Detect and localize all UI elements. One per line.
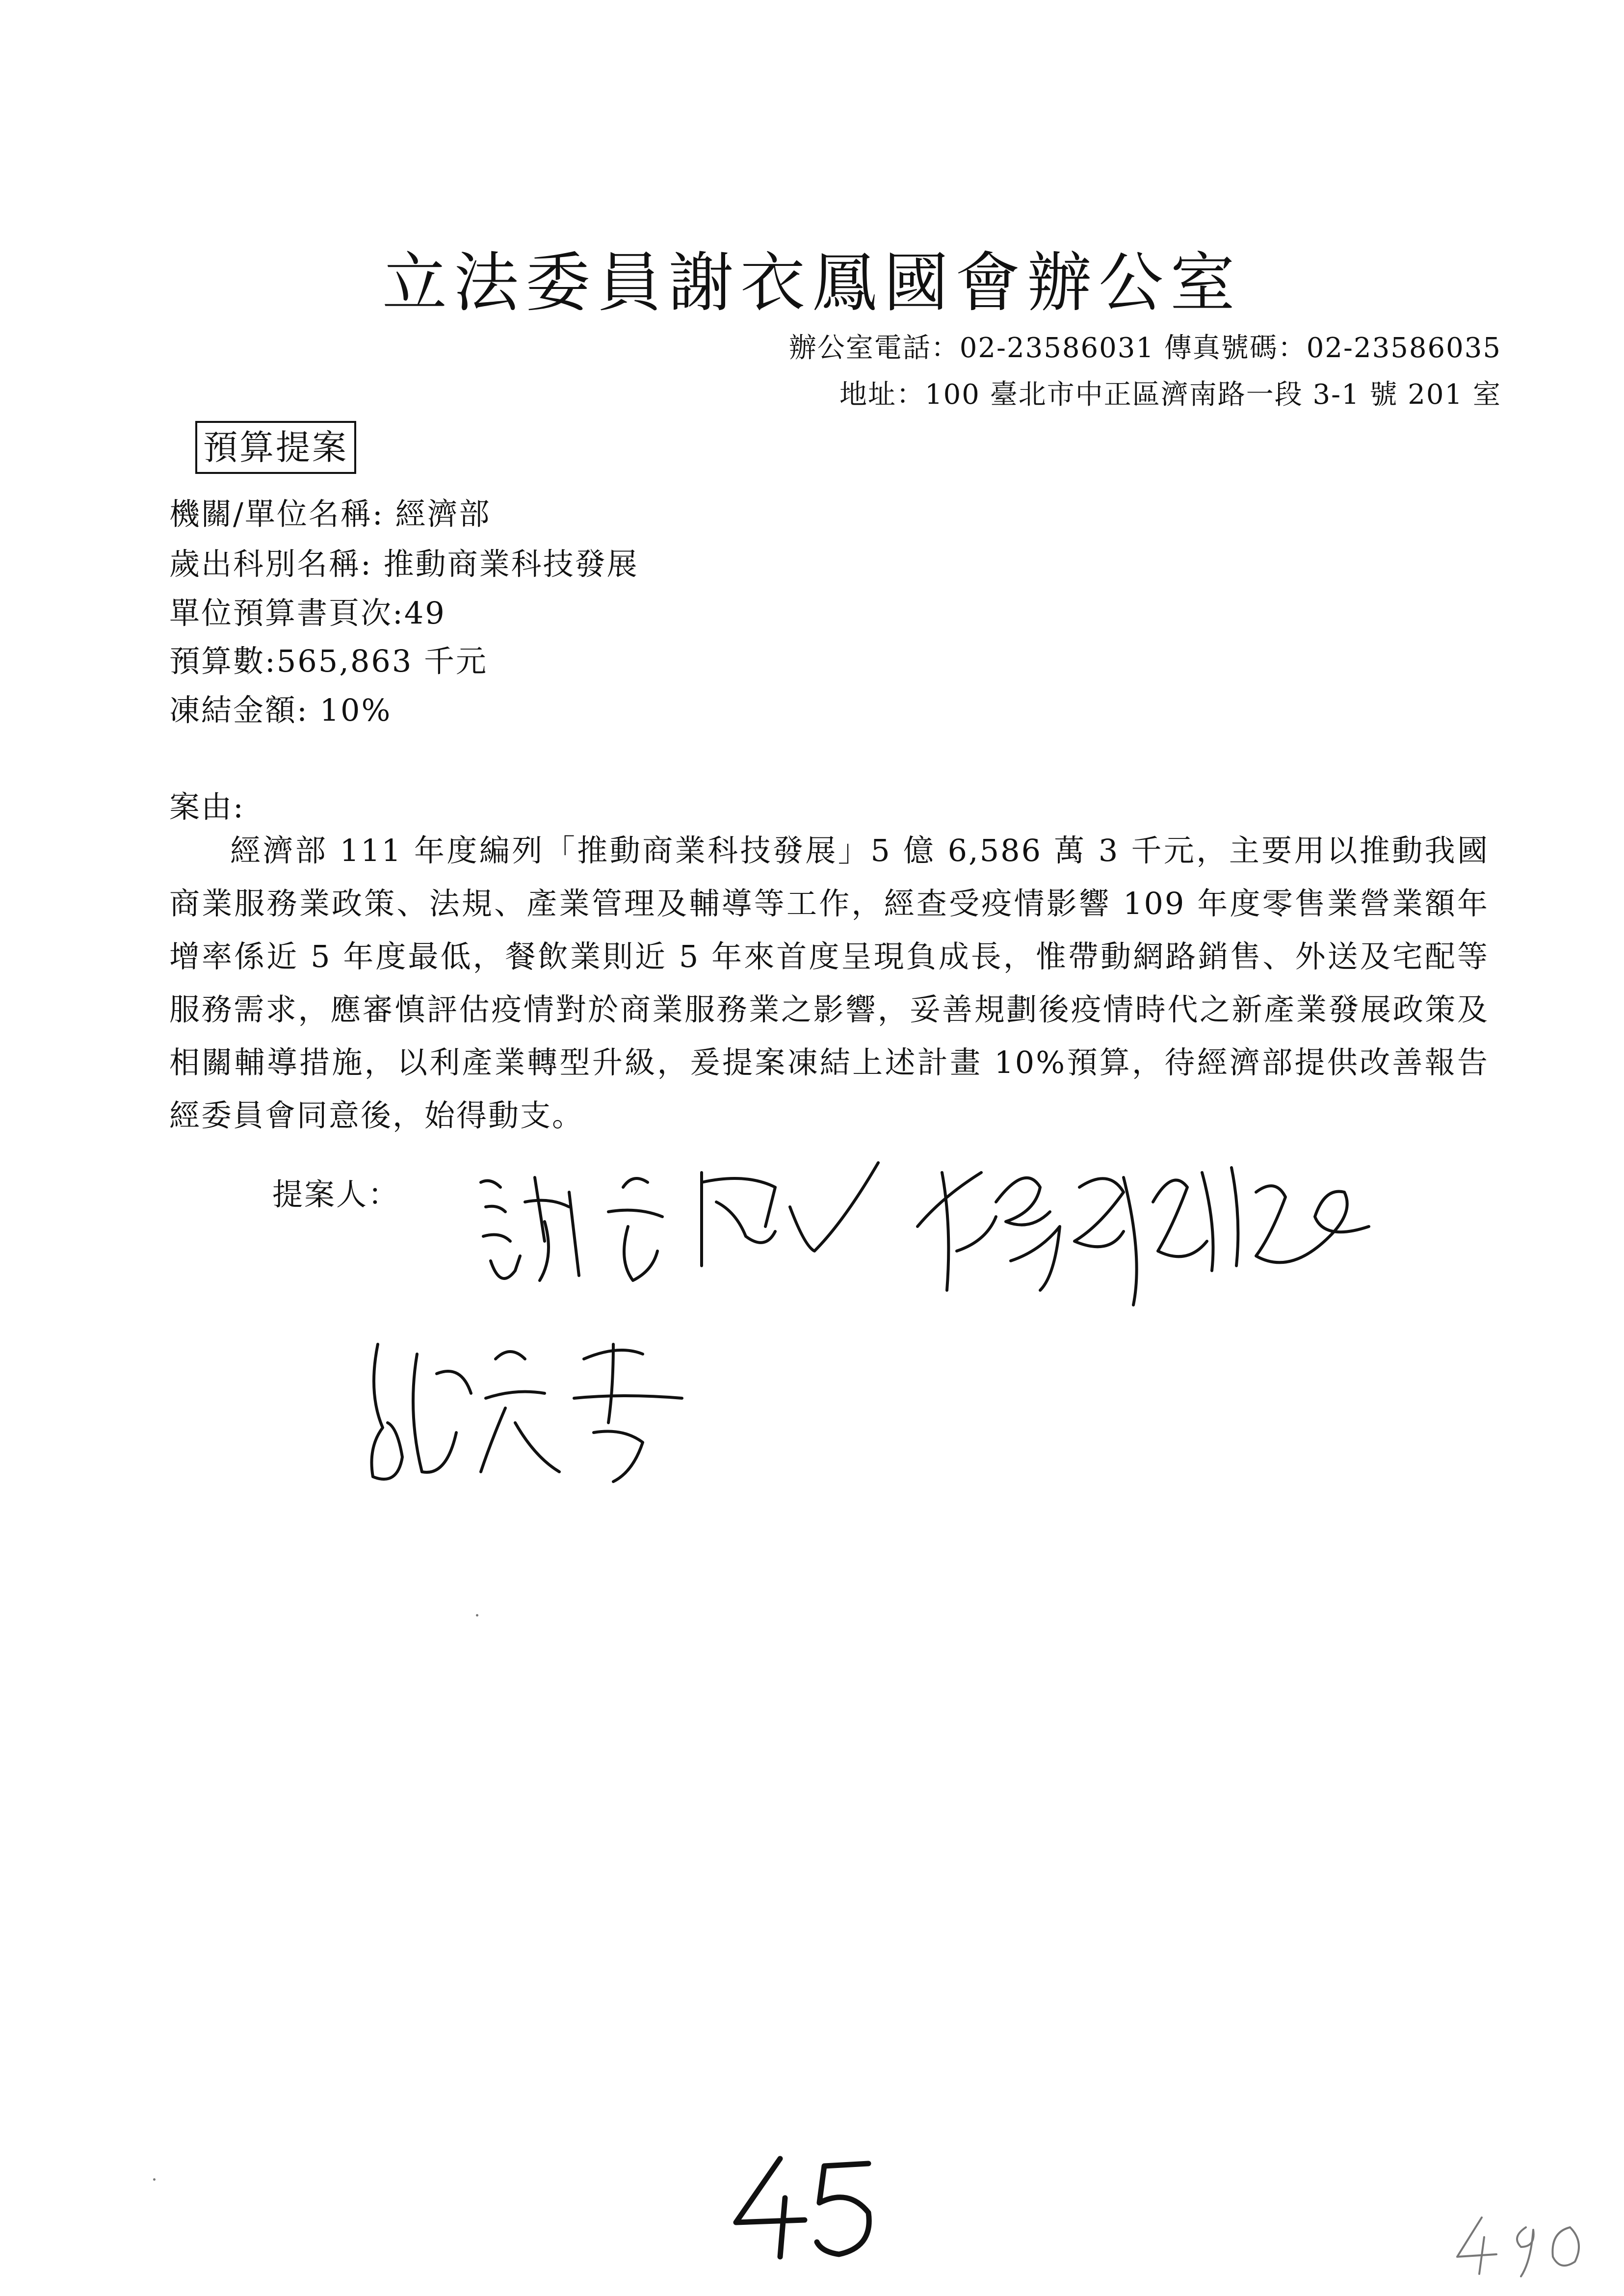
office-title: 立法委員謝衣鳳國會辦公室	[382, 245, 1242, 321]
field-budget-amount-value: 565,863 千元	[276, 643, 488, 679]
field-budget-page	[169, 589, 446, 632]
signature-3	[339, 1315, 721, 1501]
reason-label: 案由:	[169, 789, 245, 825]
field-expenditure-item-label: 歲出科別名稱:	[169, 546, 372, 582]
field-freeze-amount	[169, 686, 392, 730]
proposer-label: 提案人：	[272, 1176, 400, 1212]
signature-2	[913, 1128, 1403, 1334]
field-budget-amount-label: 預算數:	[169, 643, 277, 679]
scan-speck	[476, 1614, 478, 1617]
reason-body: 經濟部 111 年度編列「推動商業科技發展」5 億 6,586 萬 3 千元，主要用以推動我國商業服務業政策、法規、產業管理及輔導等工作，經查受疫情影響 109 年度零售業營業額年增率係近 5 年度最低，餐飲業則近 5 年來首度呈現負成長，惟帶動網路銷售、外送及宅配等服務需求，應審慎評估疫情對於商業服務業之影響，妥善規劃後疫情時代之新產業發展政策及相關輔導措施，以利產業轉型升級，爰提案凍結上述計畫 10%預算，待經濟部提供改善報告經委員會同意後，始得動支。	[169, 833, 1489, 1133]
signature-1	[471, 1143, 898, 1305]
field-agency-label: 機關/單位名稱:	[169, 496, 384, 532]
field-expenditure-item	[169, 540, 639, 583]
page-number	[726, 2144, 883, 2267]
document-type-tag: 預算提案	[195, 421, 356, 474]
address-line: 地址：100 臺北市中正區濟南路一段 3-1 號 201 室	[839, 379, 1501, 411]
field-freeze-amount-label: 凍結金額:	[169, 692, 309, 728]
field-expenditure-item-value: 推動商業科技發展	[372, 546, 639, 582]
field-budget-amount	[169, 637, 488, 680]
field-agency	[169, 490, 491, 533]
field-budget-page-value: 49	[404, 595, 446, 631]
page-number-secondary	[1452, 2208, 1599, 2281]
phone-fax-line: 辦公室電話：02-23586031 傳真號碼：02-23586035	[788, 332, 1501, 364]
field-agency-value: 經濟部	[384, 496, 491, 532]
field-budget-page-label: 單位預算書頁次:	[169, 595, 404, 631]
scan-speck	[153, 2178, 156, 2181]
field-freeze-amount-value: 10%	[308, 692, 392, 728]
